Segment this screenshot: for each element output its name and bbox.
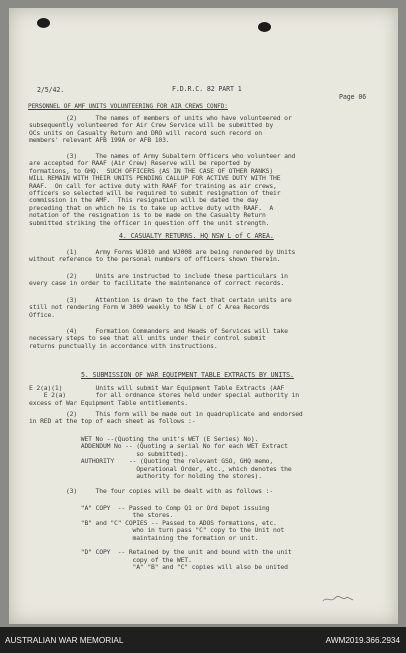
archive-footer: [0, 627, 406, 653]
section-heading-war-equipment: 5. SUBMISSION OF WAR EQUIPMENT TABLE EXTRACTS BY UNITS.: [81, 371, 294, 379]
section-heading-air-crews: PERSONNEL OF AMF UNITS VOLUNTEERING FOR AIR CREWS CONFD:: [28, 103, 228, 110]
handwritten-mark: [321, 594, 355, 604]
equipment-paragraph-3: (3) The four copies will be dealt with as follows :-: [29, 487, 274, 495]
punch-hole: [258, 22, 271, 32]
paragraph-2: (2) The names of members of units who have volunteered or subsequently volunteered for Air Crew Service will be submitted by OCs units on Casualty Return and DRO will record such record on members' relevant AFB 199A or AFB 103.: [29, 114, 292, 145]
header-ref: 2/5/42.: [37, 86, 65, 94]
equipment-paragraph-1: E 2(a)(1) Units will submit War Equipment Table Extracts (AAF E 2(a) for all ordnance stores held under special authority in excess of War Equipment Table entitlements.: [29, 384, 299, 407]
equipment-paragraph-2: (2) This form will be made out in quadruplicate and endorsed in RED at the top of each sheet as follows :-: [29, 410, 303, 426]
casualty-paragraph-4: (4) Formation Commanders and Heads of Services will take necessary steps to see that all units under their control submit returns punctually in accordance with instructions.: [29, 327, 288, 350]
footer-accession-number: AWM2019.366.2934: [325, 636, 400, 645]
footer-institution: AUSTRALIAN WAR MEMORIAL: [5, 636, 124, 645]
casualty-paragraph-2: (2) Units are instructed to include these particulars in every case in order to facilitate the maintenance of correct records.: [29, 272, 288, 288]
document-page: [9, 8, 398, 624]
paragraph-3: (3) The names of Army Subaltern Officers who volunteer and are accepted for RAAF (Air Crew) Reserve will be reported by formations, to GHQ. SUCH OFFICERS (AS IN THE CASE OF OTHER RANKS) WILL REMAIN WITH THEIR UNITS PENDING CALLUP FOR ACTIVE DUTY WITH THE RAAF. On call for active duty with RAAF for training as air crews, officers so selected will be required to submit resignation of their commission in the AMF. This resignation will be dated the day preceding that on which he is to take up active duty with RAAF. A notation of the resignation is to be made on the Casualty Return submitted striking the officer in question off the unit strength.: [29, 152, 296, 227]
punch-hole: [37, 18, 50, 28]
page-number: Page 06: [339, 93, 367, 101]
header-title: F.D.R.C. 82 PART 1: [172, 85, 242, 93]
casualty-paragraph-3: (3) Attention is drawn to the fact that certain units are still not rendering Form W 3009 weekly to NSW L of C Area Records Office.: [29, 296, 292, 319]
copy-distribution-list: "A" COPY -- Passed to Comp Q1 or Ord Depot issuing the stores. "B" and "C" COPIES -- Passed to ADOS formations, etc. who in turn pass "C" copy to the Unit not maintaining the formation or unit. "D" COPY -- Retained by the unit and bound with the unit copy of the WET. "A" "B" and "C" copies will also be united: [80, 504, 292, 572]
casualty-paragraph-1: (1) Army Forms WJ010 and WJ008 are being rendered by Units without reference to the personal numbers of officers shown therein.: [29, 248, 296, 264]
section-heading-casualty-returns: 4. CASUALTY RETURNS. HQ NSW L of C AREA.: [119, 232, 274, 240]
endorsement-list: WET No --(Quoting the unit's WET (E Series) No). ADDENDUM No -- (Quoting a serial No for each WET Extract so submitted). AUTHORITY -- (Quoting the relevant GSO, GHQ memo, Operational Order, etc., which denotes the authority for holding the stores).: [80, 435, 292, 481]
